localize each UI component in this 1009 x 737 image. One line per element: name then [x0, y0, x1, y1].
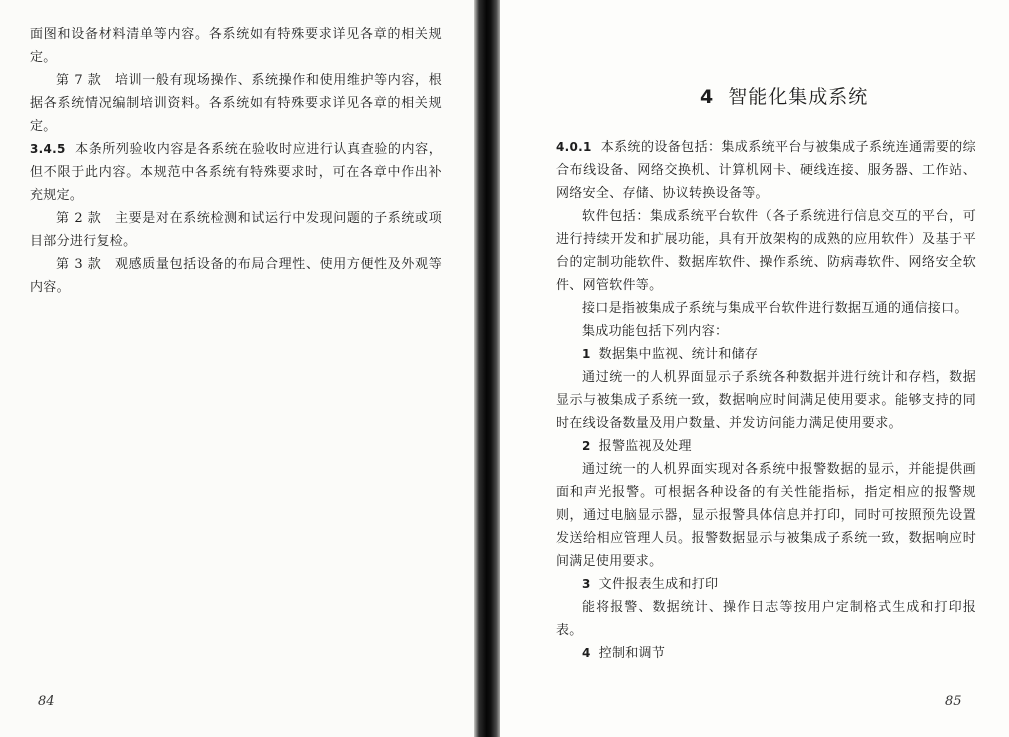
item-heading: 1 数据集中监视、统计和储存	[582, 347, 759, 362]
clause-number: 3.4.5	[30, 142, 66, 156]
chapter-number: 4	[700, 86, 715, 108]
clause-number: 4.0.1	[556, 140, 592, 154]
clause-paragraph: 4.0.1 本系统的设备包括：集成系统平台与被集成子系统连通需要的综合布线设备、网络交换机、计算机网卡、硬线连接、服务器、工作站、网络安全、存储、协议转换设备等。	[556, 140, 976, 201]
paragraph: 第 3 款 观感质量包括设备的布局合理性、使用方便性及外观等内容。	[30, 257, 442, 295]
item-heading: 3 文件报表生成和打印	[582, 577, 719, 592]
paragraph: 第 2 款 主要是对在系统检测和试运行中发现问题的子系统或项目部分进行复检。	[30, 211, 442, 249]
right-page-text	[556, 136, 976, 665]
paragraph: 软件包括：集成系统平台软件（各子系统进行信息交互的平台，可进行持续开发和扩展功能，具有开放架构的成熟的应用软件）及基于平台的定制功能软件、数据库软件、操作系统、防病毒软件、网络安全软件、网管软件等。	[556, 209, 976, 293]
chapter-title: 智能化集成系统	[728, 86, 869, 108]
item-text: 通过统一的人机界面实现对各系统中报警数据的显示，并能提供画面和声光报警。可根据各种设备的有关性能指标，指定相应的报警规则，通过电脑显示器，显示报警具体信息并打印，同时可按照预先设置发送给相应管理人员。报警数据显示与被集成子系统一致，数据响应时间满足使用要求。	[556, 462, 976, 569]
page-number: 85	[945, 694, 962, 709]
paragraph: 面图和设备材料清单等内容。各系统如有特殊要求详见各章的相关规定。	[30, 27, 442, 65]
paragraph: 集成功能包括下列内容：	[582, 324, 729, 339]
item-heading: 2 报警监视及处理	[582, 439, 692, 454]
paragraph: 接口是指被集成子系统与集成平台软件进行数据互通的通信接口。	[582, 301, 968, 316]
left-page-text	[30, 23, 442, 299]
paragraph: 第 7 款 培训一般有现场操作、系统操作和使用维护等内容，根据各系统情况编制培训资料。各系统如有特殊要求详见各章的相关规定。	[30, 73, 442, 134]
chapter-heading	[700, 82, 868, 109]
item-text: 通过统一的人机界面显示子系统各种数据并进行统计和存档，数据显示与被集成子系统一致，数据响应时间满足使用要求。能够支持的同时在线设备数量及用户数量、并发访问能力满足使用要求。	[556, 370, 976, 431]
item-text: 能将报警、数据统计、操作日志等按用户定制格式生成和打印报表。	[556, 600, 976, 638]
item-heading: 4 控制和调节	[582, 646, 666, 661]
left-page	[0, 0, 476, 737]
page-number: 84	[38, 694, 55, 709]
right-page	[500, 0, 1009, 737]
book-gutter	[474, 0, 502, 737]
clause-paragraph: 3.4.5 本条所列验收内容是各系统在验收时应进行认真查验的内容，但不限于此内容。本规范中各系统有特殊要求时，可在各章中作出补充规定。	[30, 142, 442, 203]
